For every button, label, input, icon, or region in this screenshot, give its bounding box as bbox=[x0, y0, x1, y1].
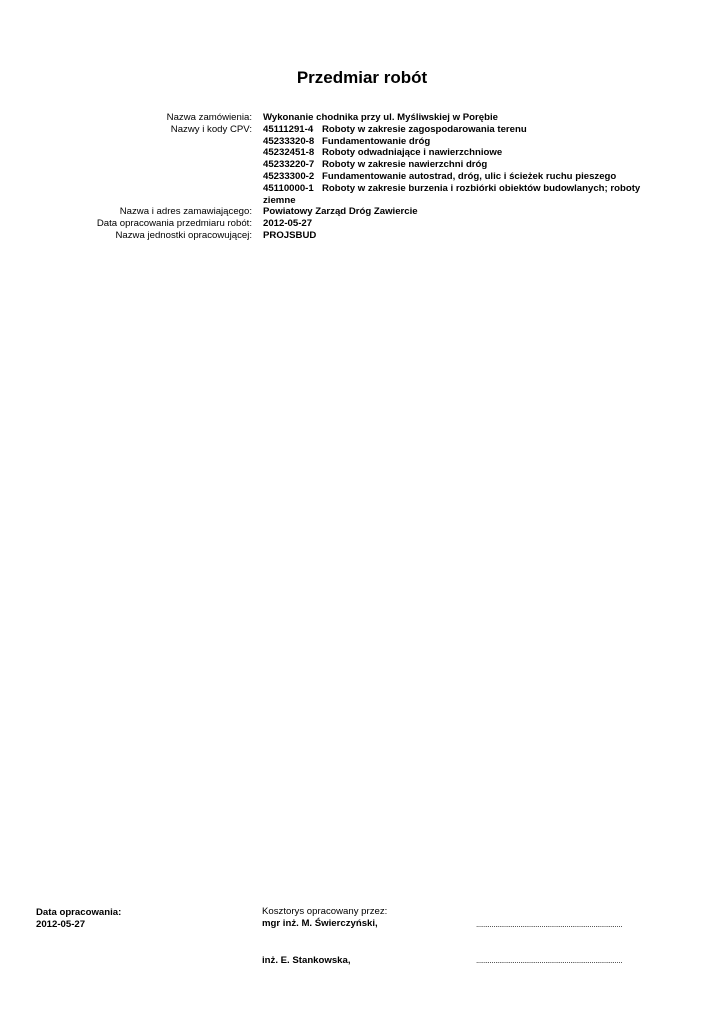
cpv-row-5 bbox=[60, 183, 660, 195]
author-1: mgr inż. M. Świerczyński, bbox=[262, 917, 378, 929]
footer-date-value: 2012-05-27 bbox=[36, 918, 86, 930]
cpv-code: 45111291-4 bbox=[263, 123, 314, 135]
cpv-code: 45233220-7 bbox=[263, 159, 315, 171]
order-name-label: Nazwa zamówienia: bbox=[166, 112, 252, 123]
cpv-code: 45233300-2 bbox=[263, 170, 315, 182]
date-value: 2012-05-27 bbox=[263, 218, 313, 230]
cpv-row-3 bbox=[60, 159, 660, 171]
date-label: Data opracowania przedmiaru robót: bbox=[96, 218, 252, 230]
client-value: Powiatowy Zarząd Dróg Zawiercie bbox=[263, 206, 418, 218]
cpv-row-4 bbox=[60, 171, 660, 183]
author-2: inż. E. Stankowska, bbox=[262, 955, 351, 966]
cpv-item bbox=[263, 183, 660, 195]
cpv-code: 45110000-1 bbox=[263, 182, 314, 194]
unit-label: Nazwa jednostki opracowującej: bbox=[115, 229, 252, 241]
footer-date-label: Data opracowania: bbox=[36, 907, 122, 918]
document-title: Przedmiar robót bbox=[296, 68, 428, 87]
cpv-name: Fundamentowanie dróg bbox=[322, 135, 431, 147]
order-name-row bbox=[60, 112, 660, 124]
cpv-item bbox=[263, 147, 660, 159]
footer-author-block bbox=[262, 906, 387, 930]
signature-line-1: ............................................................................ bbox=[476, 920, 623, 929]
client-row bbox=[60, 206, 660, 218]
cpv-row-1 bbox=[60, 136, 660, 148]
client-label: Nazwa i adres zamawiającego: bbox=[119, 206, 252, 218]
footer-date-block bbox=[36, 907, 121, 931]
cpv-row-0 bbox=[60, 124, 660, 136]
cpv-row-2 bbox=[60, 147, 660, 159]
signature-line-2: ............................................................................ bbox=[476, 956, 623, 965]
cpv-name: Roboty w zakresie nawierzchni dróg bbox=[322, 159, 488, 171]
cpv-label: Nazwy i kody CPV: bbox=[170, 123, 252, 135]
date-row bbox=[60, 218, 660, 230]
prepared-by-label: Kosztorys opracowany przez: bbox=[262, 906, 388, 917]
cpv-item bbox=[263, 159, 660, 171]
cpv-item bbox=[263, 171, 660, 183]
order-name-value: Wykonanie chodnika przy ul. Myśliwskiej w Porębie bbox=[263, 112, 498, 123]
unit-value: PROJSBUD bbox=[263, 229, 317, 241]
cpv-row-continuation bbox=[60, 195, 660, 207]
cpv-item bbox=[263, 136, 660, 148]
cpv-code: 45232451-8 bbox=[263, 147, 315, 159]
cpv-name: Fundamentowanie autostrad, dróg, ulic i ścieżek ruchu pieszego bbox=[322, 170, 617, 182]
cpv-item bbox=[263, 124, 660, 136]
document-info bbox=[60, 112, 660, 242]
cpv-continuation: ziemne bbox=[263, 194, 296, 206]
cpv-code: 45233320-8 bbox=[263, 135, 315, 147]
cpv-name: Roboty odwadniające i nawierzchniowe bbox=[322, 147, 503, 159]
cpv-name: Roboty w zakresie burzenia i rozbiórki obiektów budowlanych; roboty bbox=[322, 182, 641, 194]
cpv-name: Roboty w zakresie zagospodarowania terenu bbox=[322, 123, 527, 135]
unit-row bbox=[60, 230, 660, 242]
